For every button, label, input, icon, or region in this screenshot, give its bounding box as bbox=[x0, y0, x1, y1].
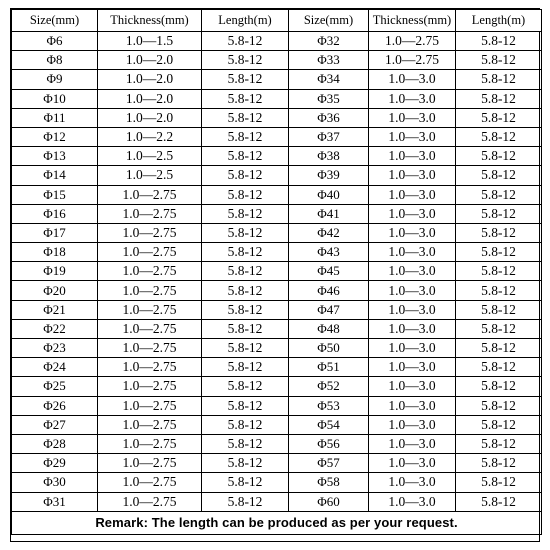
size-cell: Φ6 bbox=[12, 32, 98, 51]
length-cell: 5.8-12 bbox=[202, 434, 289, 453]
size-cell-2: Φ46 bbox=[289, 281, 369, 300]
length-cell: 5.8-12 bbox=[202, 492, 289, 511]
thickness-cell-2: 1.0—3.0 bbox=[369, 204, 456, 223]
length-cell-2: 5.8-12 bbox=[456, 243, 542, 262]
length-cell-2: 5.8-12 bbox=[456, 339, 542, 358]
length-cell: 5.8-12 bbox=[202, 70, 289, 89]
size-cell-2: Φ32 bbox=[289, 32, 369, 51]
thickness-cell-2: 1.0—3.0 bbox=[369, 127, 456, 146]
thickness-cell: 1.0—2.75 bbox=[98, 415, 202, 434]
table-row bbox=[12, 339, 542, 358]
length-cell-2: 5.8-12 bbox=[456, 415, 542, 434]
size-cell-2: Φ56 bbox=[289, 434, 369, 453]
thickness-cell: 1.0—2.75 bbox=[98, 185, 202, 204]
size-cell-2: Φ36 bbox=[289, 108, 369, 127]
thickness-cell: 1.0—2.75 bbox=[98, 204, 202, 223]
size-cell-2: Φ57 bbox=[289, 454, 369, 473]
thickness-cell-2: 1.0—2.75 bbox=[369, 51, 456, 70]
pipe-spec-table bbox=[11, 9, 542, 535]
thickness-cell-2: 1.0—3.0 bbox=[369, 396, 456, 415]
header-thickness: Thickness(mm) bbox=[98, 10, 202, 32]
thickness-cell: 1.0—2.5 bbox=[98, 166, 202, 185]
length-cell: 5.8-12 bbox=[202, 454, 289, 473]
length-cell: 5.8-12 bbox=[202, 281, 289, 300]
table-row bbox=[12, 454, 542, 473]
size-cell-2: Φ41 bbox=[289, 204, 369, 223]
table-row bbox=[12, 415, 542, 434]
table-row bbox=[12, 204, 542, 223]
length-cell-2: 5.8-12 bbox=[456, 166, 542, 185]
thickness-cell-2: 1.0—3.0 bbox=[369, 377, 456, 396]
size-cell: Φ15 bbox=[12, 185, 98, 204]
thickness-cell-2: 1.0—3.0 bbox=[369, 262, 456, 281]
length-cell-2: 5.8-12 bbox=[456, 89, 542, 108]
length-cell-2: 5.8-12 bbox=[456, 358, 542, 377]
thickness-cell: 1.0—2.75 bbox=[98, 396, 202, 415]
header-thickness-2: Thickness(mm) bbox=[369, 10, 456, 32]
thickness-cell: 1.0—2.75 bbox=[98, 262, 202, 281]
size-cell-2: Φ50 bbox=[289, 339, 369, 358]
size-cell-2: Φ37 bbox=[289, 127, 369, 146]
thickness-cell-2: 1.0—3.0 bbox=[369, 492, 456, 511]
thickness-cell: 1.0—2.0 bbox=[98, 108, 202, 127]
thickness-cell: 1.0—2.0 bbox=[98, 89, 202, 108]
table-header bbox=[12, 10, 542, 32]
header-size: Size(mm) bbox=[12, 10, 98, 32]
thickness-cell: 1.0—2.75 bbox=[98, 377, 202, 396]
size-cell: Φ18 bbox=[12, 243, 98, 262]
table-row bbox=[12, 281, 542, 300]
header-length: Length(m) bbox=[202, 10, 289, 32]
size-cell-2: Φ35 bbox=[289, 89, 369, 108]
table-footer bbox=[12, 511, 542, 534]
table-row bbox=[12, 434, 542, 453]
size-cell: Φ16 bbox=[12, 204, 98, 223]
length-cell: 5.8-12 bbox=[202, 147, 289, 166]
table-row bbox=[12, 51, 542, 70]
length-cell-2: 5.8-12 bbox=[456, 127, 542, 146]
size-cell: Φ13 bbox=[12, 147, 98, 166]
size-cell: Φ27 bbox=[12, 415, 98, 434]
table-row bbox=[12, 492, 542, 511]
length-cell: 5.8-12 bbox=[202, 415, 289, 434]
thickness-cell: 1.0—2.75 bbox=[98, 454, 202, 473]
table-row bbox=[12, 377, 542, 396]
size-cell: Φ20 bbox=[12, 281, 98, 300]
length-cell-2: 5.8-12 bbox=[456, 108, 542, 127]
table-row bbox=[12, 32, 542, 51]
length-cell-2: 5.8-12 bbox=[456, 262, 542, 281]
thickness-cell: 1.0—2.75 bbox=[98, 223, 202, 242]
length-cell: 5.8-12 bbox=[202, 166, 289, 185]
thickness-cell: 1.0—2.75 bbox=[98, 243, 202, 262]
table-row bbox=[12, 473, 542, 492]
thickness-cell: 1.0—2.0 bbox=[98, 51, 202, 70]
thickness-cell: 1.0—2.75 bbox=[98, 300, 202, 319]
size-cell-2: Φ39 bbox=[289, 166, 369, 185]
table-row bbox=[12, 166, 542, 185]
size-cell: Φ14 bbox=[12, 166, 98, 185]
length-cell: 5.8-12 bbox=[202, 223, 289, 242]
length-cell-2: 5.8-12 bbox=[456, 32, 542, 51]
size-cell: Φ17 bbox=[12, 223, 98, 242]
length-cell-2: 5.8-12 bbox=[456, 396, 542, 415]
length-cell-2: 5.8-12 bbox=[456, 185, 542, 204]
length-cell-2: 5.8-12 bbox=[456, 377, 542, 396]
length-cell-2: 5.8-12 bbox=[456, 51, 542, 70]
remark-text: Remark: The length can be produced as per your request. bbox=[12, 511, 542, 534]
size-cell-2: Φ45 bbox=[289, 262, 369, 281]
table-row bbox=[12, 185, 542, 204]
thickness-cell-2: 1.0—3.0 bbox=[369, 434, 456, 453]
length-cell: 5.8-12 bbox=[202, 262, 289, 281]
length-cell-2: 5.8-12 bbox=[456, 70, 542, 89]
size-cell-2: Φ34 bbox=[289, 70, 369, 89]
size-cell-2: Φ43 bbox=[289, 243, 369, 262]
size-cell-2: Φ52 bbox=[289, 377, 369, 396]
table-row bbox=[12, 396, 542, 415]
remark-row bbox=[12, 511, 542, 534]
size-cell-2: Φ38 bbox=[289, 147, 369, 166]
thickness-cell: 1.0—2.75 bbox=[98, 358, 202, 377]
size-cell: Φ9 bbox=[12, 70, 98, 89]
table-row bbox=[12, 147, 542, 166]
thickness-cell-2: 1.0—3.0 bbox=[369, 223, 456, 242]
size-cell: Φ11 bbox=[12, 108, 98, 127]
length-cell: 5.8-12 bbox=[202, 108, 289, 127]
length-cell: 5.8-12 bbox=[202, 127, 289, 146]
length-cell: 5.8-12 bbox=[202, 339, 289, 358]
thickness-cell-2: 1.0—3.0 bbox=[369, 89, 456, 108]
length-cell: 5.8-12 bbox=[202, 51, 289, 70]
size-cell: Φ8 bbox=[12, 51, 98, 70]
length-cell: 5.8-12 bbox=[202, 358, 289, 377]
thickness-cell-2: 1.0—3.0 bbox=[369, 358, 456, 377]
thickness-cell: 1.0—2.75 bbox=[98, 473, 202, 492]
thickness-cell-2: 1.0—3.0 bbox=[369, 300, 456, 319]
size-cell: Φ30 bbox=[12, 473, 98, 492]
table-row bbox=[12, 262, 542, 281]
thickness-cell: 1.0—1.5 bbox=[98, 32, 202, 51]
size-cell: Φ24 bbox=[12, 358, 98, 377]
size-cell: Φ25 bbox=[12, 377, 98, 396]
thickness-cell-2: 1.0—3.0 bbox=[369, 185, 456, 204]
length-cell: 5.8-12 bbox=[202, 377, 289, 396]
length-cell: 5.8-12 bbox=[202, 89, 289, 108]
size-cell-2: Φ47 bbox=[289, 300, 369, 319]
length-cell: 5.8-12 bbox=[202, 473, 289, 492]
table-row bbox=[12, 127, 542, 146]
thickness-cell: 1.0—2.5 bbox=[98, 147, 202, 166]
header-row bbox=[12, 10, 542, 32]
size-cell-2: Φ33 bbox=[289, 51, 369, 70]
thickness-cell: 1.0—2.75 bbox=[98, 434, 202, 453]
length-cell: 5.8-12 bbox=[202, 396, 289, 415]
thickness-cell: 1.0—2.75 bbox=[98, 319, 202, 338]
length-cell-2: 5.8-12 bbox=[456, 454, 542, 473]
thickness-cell: 1.0—2.75 bbox=[98, 492, 202, 511]
thickness-cell-2: 1.0—3.0 bbox=[369, 108, 456, 127]
table-row bbox=[12, 223, 542, 242]
size-cell-2: Φ54 bbox=[289, 415, 369, 434]
size-cell: Φ26 bbox=[12, 396, 98, 415]
size-cell: Φ12 bbox=[12, 127, 98, 146]
length-cell: 5.8-12 bbox=[202, 300, 289, 319]
thickness-cell-2: 1.0—3.0 bbox=[369, 319, 456, 338]
length-cell: 5.8-12 bbox=[202, 204, 289, 223]
table-row bbox=[12, 319, 542, 338]
length-cell-2: 5.8-12 bbox=[456, 473, 542, 492]
length-cell: 5.8-12 bbox=[202, 185, 289, 204]
table-row bbox=[12, 300, 542, 319]
length-cell: 5.8-12 bbox=[202, 32, 289, 51]
thickness-cell-2: 1.0—3.0 bbox=[369, 147, 456, 166]
table-body bbox=[12, 32, 542, 512]
thickness-cell-2: 1.0—3.0 bbox=[369, 454, 456, 473]
size-cell: Φ31 bbox=[12, 492, 98, 511]
thickness-cell-2: 1.0—3.0 bbox=[369, 415, 456, 434]
length-cell-2: 5.8-12 bbox=[456, 281, 542, 300]
size-cell-2: Φ58 bbox=[289, 473, 369, 492]
size-cell: Φ19 bbox=[12, 262, 98, 281]
size-cell: Φ10 bbox=[12, 89, 98, 108]
table-row bbox=[12, 358, 542, 377]
size-cell: Φ21 bbox=[12, 300, 98, 319]
table-row bbox=[12, 89, 542, 108]
header-length-2: Length(m) bbox=[456, 10, 542, 32]
length-cell-2: 5.8-12 bbox=[456, 319, 542, 338]
length-cell: 5.8-12 bbox=[202, 243, 289, 262]
length-cell-2: 5.8-12 bbox=[456, 434, 542, 453]
size-cell: Φ28 bbox=[12, 434, 98, 453]
length-cell: 5.8-12 bbox=[202, 319, 289, 338]
table-row bbox=[12, 243, 542, 262]
thickness-cell: 1.0—2.75 bbox=[98, 281, 202, 300]
size-cell: Φ22 bbox=[12, 319, 98, 338]
thickness-cell-2: 1.0—2.75 bbox=[369, 32, 456, 51]
length-cell-2: 5.8-12 bbox=[456, 204, 542, 223]
table-row bbox=[12, 108, 542, 127]
size-cell-2: Φ53 bbox=[289, 396, 369, 415]
thickness-cell-2: 1.0—3.0 bbox=[369, 243, 456, 262]
thickness-cell-2: 1.0—3.0 bbox=[369, 281, 456, 300]
size-cell-2: Φ60 bbox=[289, 492, 369, 511]
size-cell: Φ23 bbox=[12, 339, 98, 358]
size-cell-2: Φ40 bbox=[289, 185, 369, 204]
spec-sheet bbox=[10, 8, 540, 542]
length-cell-2: 5.8-12 bbox=[456, 147, 542, 166]
thickness-cell: 1.0—2.2 bbox=[98, 127, 202, 146]
thickness-cell: 1.0—2.0 bbox=[98, 70, 202, 89]
length-cell-2: 5.8-12 bbox=[456, 492, 542, 511]
size-cell-2: Φ42 bbox=[289, 223, 369, 242]
thickness-cell-2: 1.0—3.0 bbox=[369, 473, 456, 492]
size-cell-2: Φ51 bbox=[289, 358, 369, 377]
table-row bbox=[12, 70, 542, 89]
size-cell-2: Φ48 bbox=[289, 319, 369, 338]
length-cell-2: 5.8-12 bbox=[456, 223, 542, 242]
thickness-cell-2: 1.0—3.0 bbox=[369, 166, 456, 185]
length-cell-2: 5.8-12 bbox=[456, 300, 542, 319]
thickness-cell: 1.0—2.75 bbox=[98, 339, 202, 358]
header-size-2: Size(mm) bbox=[289, 10, 369, 32]
thickness-cell-2: 1.0—3.0 bbox=[369, 339, 456, 358]
thickness-cell-2: 1.0—3.0 bbox=[369, 70, 456, 89]
size-cell: Φ29 bbox=[12, 454, 98, 473]
